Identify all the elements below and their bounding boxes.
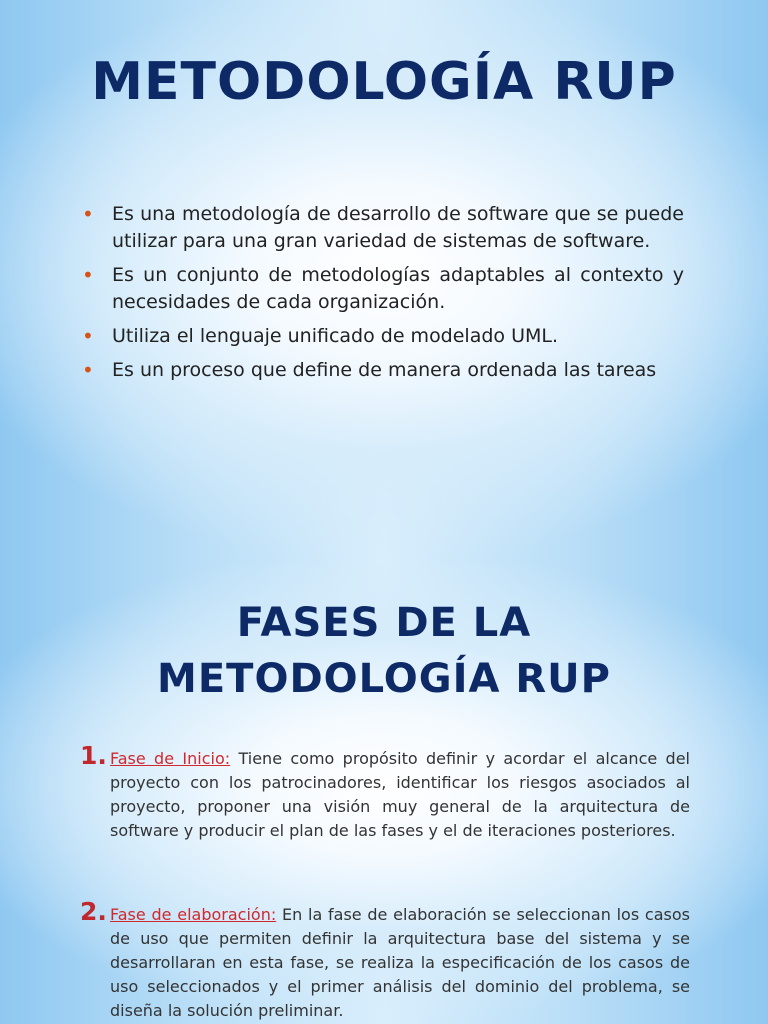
list-item xyxy=(82,323,684,350)
slide-2 xyxy=(0,565,768,1024)
bullet-text: Utiliza el lenguaje unificado de modelado UML. xyxy=(112,325,559,347)
bullet-icon: • xyxy=(82,202,94,226)
phase-text: Tiene como propósito definir y acordar el alcance del proyecto con los patrocinadores, identificar los riesgos asociados al proyecto, proponer una visión muy general de la arquitectura de software y producir el plan de las fases y el de iteraciones posteriores. xyxy=(110,749,690,840)
bullet-list xyxy=(82,201,684,391)
phase-description xyxy=(110,747,690,843)
bullet-icon: • xyxy=(82,263,94,287)
phase-number: 1. xyxy=(80,741,107,770)
list-item xyxy=(82,262,684,316)
list-item xyxy=(82,201,684,255)
title-line: FASES DE LA xyxy=(236,600,532,646)
bullet-text: Es un proceso que define de manera ordenada las tareas xyxy=(112,359,657,381)
phase-label: Fase de Inicio: xyxy=(110,749,231,768)
slide-title xyxy=(0,595,768,707)
bullet-text: Es un conjunto de metodologías adaptables al contexto y necesidades de cada organización. xyxy=(112,264,684,313)
phase-item-elaboracion xyxy=(80,897,690,1023)
bullet-icon: • xyxy=(82,358,94,382)
bullet-icon: • xyxy=(82,324,94,348)
bullet-text: Es una metodología de desarrollo de software que se puede utilizar para una gran variedad de sistemas de software. xyxy=(112,203,684,252)
phase-description xyxy=(110,903,690,1023)
phase-item-inicio xyxy=(80,741,690,843)
title-line: METODOLOGÍA RUP xyxy=(157,656,611,702)
phase-text: En la fase de elaboración se seleccionan los casos de uso que permiten definir la arquitectura base del sistema y se desarrollaran en esta fase, se realiza la especificación de los casos de uso seleccionados y el primer análisis del dominio del problema, se diseña la solución preliminar. xyxy=(110,905,690,1020)
slide-title: METODOLOGÍA RUP xyxy=(91,52,677,112)
phase-label: Fase de elaboración: xyxy=(110,905,277,924)
list-item xyxy=(82,357,684,384)
phase-number: 2. xyxy=(80,897,107,926)
